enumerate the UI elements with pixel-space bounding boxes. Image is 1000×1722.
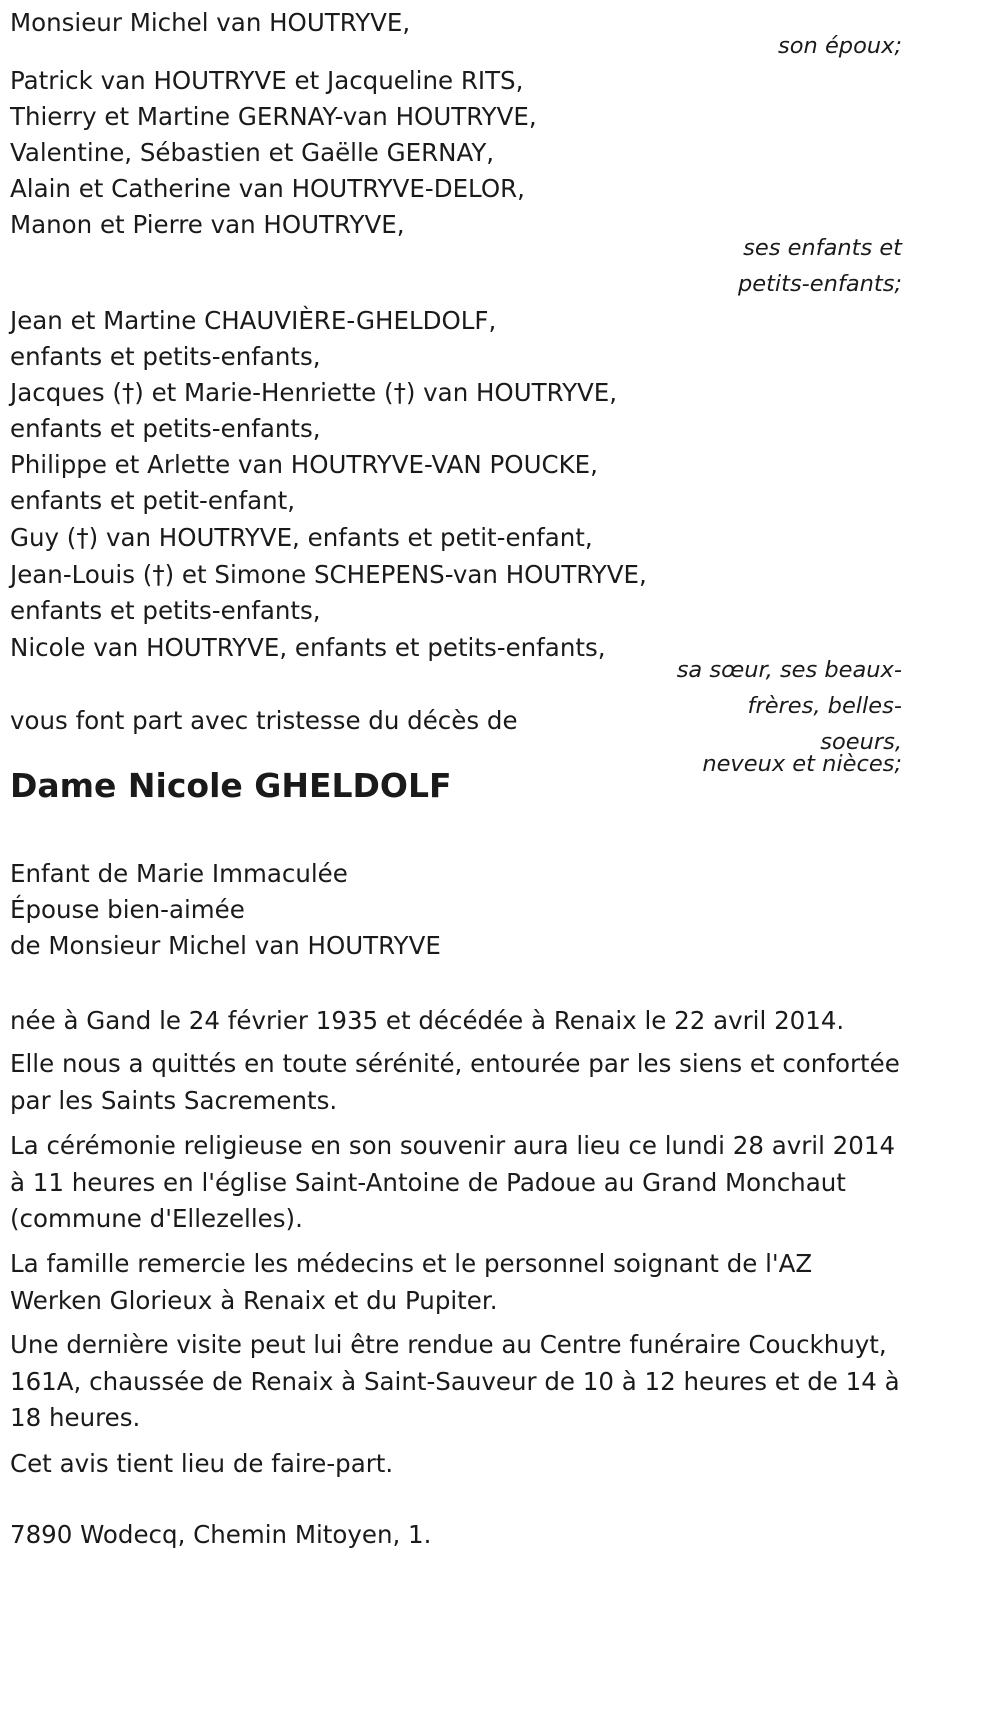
family-line: Jacques (†) et Marie-Henriette (†) van HOUTRYVE, bbox=[10, 378, 618, 407]
family-line: Jean-Louis (†) et Simone SCHEPENS-van HOUTRYVE, bbox=[10, 560, 647, 589]
announcement-line: vous font part avec tristesse du décès de bbox=[10, 706, 518, 735]
siblings-role-line: neveux et nièces; bbox=[702, 751, 902, 777]
family-line: enfants et petits-enfants, bbox=[10, 342, 321, 371]
children-role-line: petits-enfants; bbox=[737, 271, 902, 297]
siblings-role-line: sa sœur, ses beaux- bbox=[676, 657, 902, 683]
serenity-paragraph: Elle nous a quittés en toute sérénité, entourée par les siens et confortée par les Saints Sacrements. bbox=[10, 1049, 900, 1115]
siblings-role-line: frères, belles- bbox=[747, 693, 902, 719]
family-line: enfants et petits-enfants, bbox=[10, 414, 321, 443]
notice-paragraph: Cet avis tient lieu de faire-part. bbox=[10, 1449, 394, 1478]
family-line: Philippe et Arlette van HOUTRYVE-VAN POUCKE, bbox=[10, 450, 598, 479]
visit-paragraph: Une dernière visite peut lui être rendue au Centre funéraire Couckhuyt, 161A, chaussée de Renaix à Saint-Sauveur de 10 à 12 heures et de 14 à 18 heures. bbox=[10, 1330, 900, 1432]
birth-death-paragraph: née à Gand le 24 février 1935 et décédée à Renaix le 22 avril 2014. bbox=[10, 1006, 845, 1035]
family-line: Jean et Martine CHAUVIÈRE-GHELDOLF, bbox=[10, 306, 497, 335]
family-line: Patrick van HOUTRYVE et Jacqueline RITS, bbox=[10, 66, 524, 95]
dedication-line: de Monsieur Michel van HOUTRYVE bbox=[10, 931, 441, 960]
ceremony-paragraph: La cérémonie religieuse en son souvenir aura lieu ce lundi 28 avril 2014 à 11 heures en l'église Saint-Antoine de Padoue au Grand Monchaut (commune d'Ellezelles). bbox=[10, 1131, 896, 1233]
dedication-line: Enfant de Marie Immaculée bbox=[10, 859, 348, 888]
thanks-paragraph: La famille remercie les médecins et le personnel soignant de l'AZ Werken Glorieux à Renaix et du Pupiter. bbox=[10, 1249, 813, 1315]
family-line: Guy (†) van HOUTRYVE, enfants et petit-enfant, bbox=[10, 523, 593, 552]
family-line: Valentine, Sébastien et Gaëlle GERNAY, bbox=[10, 138, 495, 167]
family-line: Manon et Pierre van HOUTRYVE, bbox=[10, 210, 405, 239]
spouse-role: son époux; bbox=[778, 33, 902, 59]
dedication-line: Épouse bien-aimée bbox=[10, 895, 245, 924]
siblings-role-line: soeurs, bbox=[820, 729, 902, 755]
children-role-line: ses enfants et bbox=[743, 235, 902, 261]
family-line: enfants et petits-enfants, bbox=[10, 596, 321, 625]
family-line: Alain et Catherine van HOUTRYVE-DELOR, bbox=[10, 174, 525, 203]
family-line: Nicole van HOUTRYVE, enfants et petits-enfants, bbox=[10, 633, 606, 662]
family-line: enfants et petit-enfant, bbox=[10, 486, 296, 515]
address: 7890 Wodecq, Chemin Mitoyen, 1. bbox=[10, 1520, 432, 1549]
deceased-name: Dame Nicole GHELDOLF bbox=[10, 766, 452, 805]
spouse-name: Monsieur Michel van HOUTRYVE, bbox=[10, 8, 411, 37]
family-line: Thierry et Martine GERNAY-van HOUTRYVE, bbox=[10, 102, 537, 131]
